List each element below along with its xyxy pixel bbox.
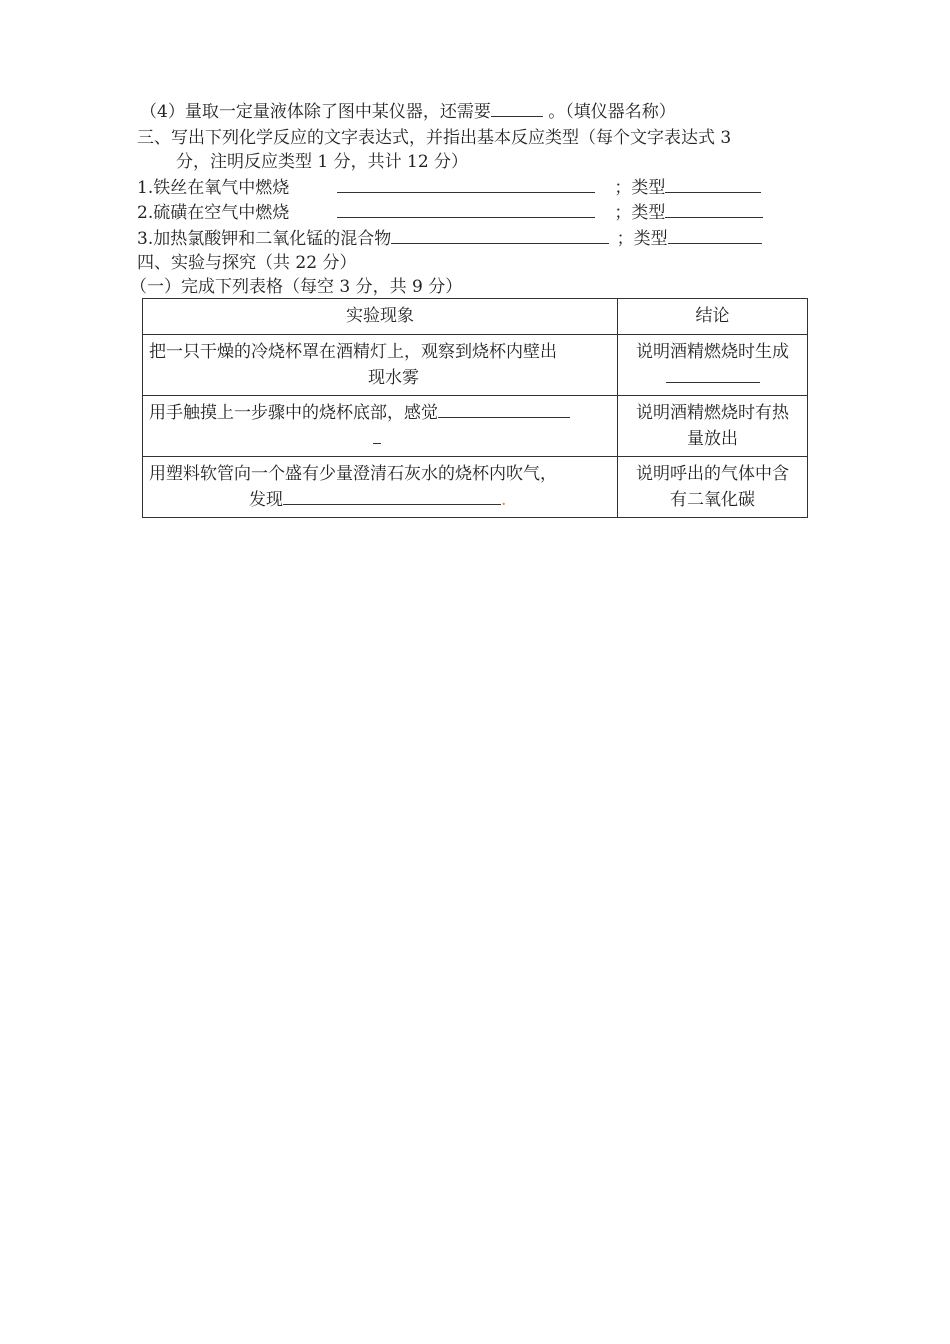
header-conclusion: 结论 — [618, 299, 808, 335]
conclusion-line: 说明呼出的气体中含 — [636, 464, 789, 484]
conclusion-blank-line — [624, 365, 801, 391]
reaction-item-3 — [137, 227, 762, 251]
conclusion-cell — [618, 335, 808, 396]
header-phenomenon: 实验现象 — [143, 299, 618, 335]
phenomenon-line — [149, 400, 611, 426]
reaction-item-2-blank[interactable] — [337, 201, 595, 218]
reaction-item-2-type-label: ；类型 — [614, 203, 666, 223]
q4-text-a: （4）量取一定量液体除了图中某仪器，还需要 — [140, 102, 491, 122]
conclusion-cell — [618, 457, 808, 518]
phenomenon-text: 用手触摸上一步骤中的烧杯底部，感觉 — [149, 403, 438, 423]
q4-line — [140, 100, 676, 124]
experiment-table — [142, 298, 808, 518]
phenomenon-line: 用塑料软管向一个盛有少量澄清石灰水的烧杯内吹气， — [149, 464, 557, 484]
reaction-item-1-blank[interactable] — [337, 176, 595, 193]
phenomenon-line: 现水雾 — [368, 368, 419, 388]
reaction-item-2-type-blank[interactable] — [665, 201, 763, 218]
conclusion-line: 有二氧化碳 — [670, 490, 755, 510]
reaction-item-1-text: 1.铁丝在氧气中燃烧 — [137, 178, 290, 198]
conclusion-line: 量放出 — [687, 429, 738, 449]
reaction-item-3-type-blank[interactable] — [668, 227, 762, 244]
table-row — [143, 335, 808, 396]
phenomenon-cell — [143, 457, 618, 518]
reaction-item-1-type-blank[interactable] — [665, 176, 761, 193]
q4-text-b: 。（填仪器名称） — [548, 102, 676, 122]
phenomenon-cell — [143, 396, 618, 457]
section3-heading-line1: 三、写出下列化学反应的文字表达式，并指出基本反应类型（每个文字表达式 3 — [137, 128, 732, 148]
phenomenon-blank[interactable] — [438, 401, 570, 418]
section4-sub-heading: （一）完成下列表格（每空 3 分，共 9 分） — [130, 277, 463, 297]
phenomenon-line — [149, 426, 611, 452]
phenomenon-line: 把一只干燥的冷烧杯罩在酒精灯上，观察到烧杯内壁出 — [149, 342, 557, 362]
reaction-item-3-text: 3.加热氯酸钾和二氧化锰的混合物 — [137, 229, 392, 249]
q4-blank[interactable] — [491, 100, 543, 117]
reaction-item-3-blank[interactable] — [391, 227, 609, 244]
phenomenon-blank[interactable] — [283, 488, 501, 505]
section3-heading-line2: 分，注明反应类型 1 分，共计 12 分） — [176, 152, 469, 172]
reaction-item-2 — [137, 201, 763, 225]
phenomenon-blank-cont[interactable] — [373, 427, 381, 444]
table-row — [143, 396, 808, 457]
phenomenon-cell — [143, 335, 618, 396]
reaction-item-2-text: 2.硫磺在空气中燃烧 — [137, 203, 290, 223]
table-row — [143, 457, 808, 518]
conclusion-blank[interactable] — [666, 366, 760, 383]
phenomenon-line — [149, 487, 611, 513]
reaction-item-3-type-label: ；类型 — [616, 229, 668, 249]
orange-dot: . — [501, 490, 507, 510]
reaction-item-1-type-label: ；类型 — [614, 178, 666, 198]
table-header-row — [143, 299, 808, 335]
conclusion-cell — [618, 396, 808, 457]
phenomenon-text: 发现 — [249, 490, 283, 510]
section4-heading: 四、实验与探究（共 22 分） — [137, 253, 357, 273]
conclusion-line: 说明酒精燃烧时有热 — [636, 403, 789, 423]
conclusion-line: 说明酒精燃烧时生成 — [636, 342, 789, 362]
reaction-item-1 — [137, 176, 761, 200]
